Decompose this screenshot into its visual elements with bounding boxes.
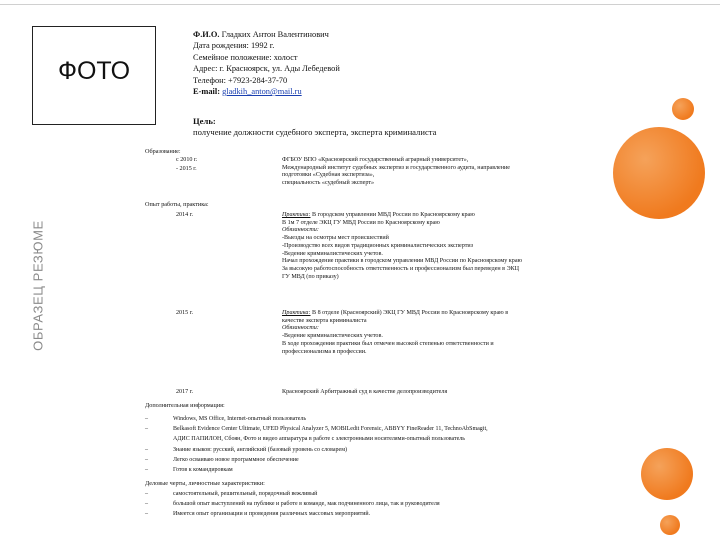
list-item: – самостоятельный, решительный, порядочный вежливый <box>145 491 318 497</box>
fio-label: Ф.И.О. <box>193 30 220 39</box>
experience-1-date: 2014 г. <box>176 212 194 218</box>
experience-line: -Ведение криминалистических учетов. <box>282 250 383 257</box>
experience-line: ГУ МВД (по приказу) <box>282 273 339 280</box>
photo-label: ФОТО <box>57 57 131 85</box>
education-date-end: - 2015 г. <box>176 166 197 172</box>
experience-line: В ходе прохождения практики был отмечен высокой степенью ответственности и <box>282 340 494 347</box>
additional-list <box>145 414 488 475</box>
goal-text: получение должности судебного эксперта, эксперта криминалиста <box>193 127 437 137</box>
decor-circle-large <box>613 127 705 219</box>
side-label: ОБРАЗЕЦ РЕЗЮМЕ <box>30 220 46 351</box>
decor-circle-small-bottom <box>660 515 680 535</box>
email-label: E-mail: <box>193 87 220 97</box>
traits-title: Деловые черты, личностные характеристики: <box>145 480 265 487</box>
experience-line: -Производство всех видов традиционных криминалистических экспертиз <box>282 242 474 249</box>
experience-3-date: 2017 г. <box>176 389 194 395</box>
top-border <box>0 4 720 5</box>
list-item: – Готов к командировкам <box>145 467 233 474</box>
education-title: Образование: <box>145 148 181 155</box>
birth-row: Дата рождения: 1992 г. <box>193 41 275 51</box>
list-item: – Легко осваиваю новое программное обеспечение <box>145 456 299 463</box>
education-line: подготовки «Судебная экспертиза», <box>282 172 375 179</box>
experience-2-text <box>282 310 604 356</box>
email-row <box>193 86 340 97</box>
phone-row: Телефон: +7923-284-37-70 <box>193 75 288 85</box>
experience-line: Обязанности: <box>282 227 319 234</box>
fio-value: Гладких Антон Валентинович <box>221 30 329 39</box>
experience-line: качестве эксперта криминалиста <box>282 317 367 324</box>
goal-section <box>193 116 436 138</box>
list-item: – Windows, MS Office, Internet-опытный пользователь <box>145 416 307 422</box>
photo-placeholder <box>32 26 156 125</box>
experience-1-text <box>282 212 604 281</box>
experience-line: -Ведение криминалистических учетов. <box>282 333 383 340</box>
list-item: – Знание языков: русский, английский (базовый уровень со словарем) <box>145 446 347 453</box>
education-line: специальность «судебный эксперт» <box>282 179 375 186</box>
additional-title: Дополнительная информация: <box>145 402 225 409</box>
experience-2-date: 2015 г. <box>176 310 194 316</box>
traits-list <box>145 489 440 520</box>
family-row: Семейное положение: холост <box>193 52 298 62</box>
list-item: – Имеется опыт организации и проведения различных массовых мероприятий. <box>145 511 371 518</box>
decor-circle-small-top <box>672 98 694 120</box>
experience-line: В 1м 7 отделе ЭКЦ ГУ МВД России по Красноярскому краю <box>282 219 440 226</box>
address-row: Адрес: г. Красноярск, ул. Ады Лебедевой <box>193 64 340 74</box>
list-item: АДИС ПАПИЛОН, Сбоян, Фото и видео аппаратура в работе с электронными носителями-опытный пользователь <box>173 436 465 443</box>
experience-3-text: Красноярский Арбитражный суд в качестве делопроизводителя <box>282 389 448 395</box>
experience-line: За высокую работоспособность ответственность и профессионализм был переведен в ЭКЦ <box>282 265 520 272</box>
goal-label: Цель: <box>193 116 216 126</box>
education-line: ФГБОУ ВПО «Красноярский государственный аграрный университет», <box>282 157 469 163</box>
experience-line: Практика: В городском управлении МВД России по Красноярскому краю <box>282 212 475 218</box>
decor-circle-bottom <box>641 448 693 500</box>
education-line: Международный институт судебных экспертиз и государственного аудита, направление <box>282 164 510 171</box>
education-date-start: с 2010 г. <box>176 157 198 163</box>
experience-line: -Выезды на осмотры мест происшествий <box>282 235 389 242</box>
fio-row <box>193 29 340 40</box>
education-details <box>282 157 602 187</box>
list-item: – Belkasoft Evidence Center Ultimate, UFED Physical Analyzer 5, MOBILedit Forensic, ABBYY FineReader 11, TechnoAbSmagit, <box>145 426 488 433</box>
experience-line: Практика: В 8 отделе (Красноярский) ЭКЦ ГУ МВД России по Красноярскому краю в <box>282 310 509 316</box>
experience-title: Опыт работы, практика: <box>145 201 209 208</box>
email-link[interactable]: gladkih_anton@mail.ru <box>222 87 302 97</box>
experience-line: Обязанности: <box>282 325 319 332</box>
experience-line: Начал прохождение практики в городском управлении МВД России по Красноярскому краю <box>282 258 523 265</box>
personal-info <box>193 29 340 97</box>
list-item: – большой опыт выступлений на публике и работе в команде, мак подчиненного лица, так и руководителя <box>145 501 440 508</box>
experience-line: профессионализма в профессии. <box>282 348 367 355</box>
